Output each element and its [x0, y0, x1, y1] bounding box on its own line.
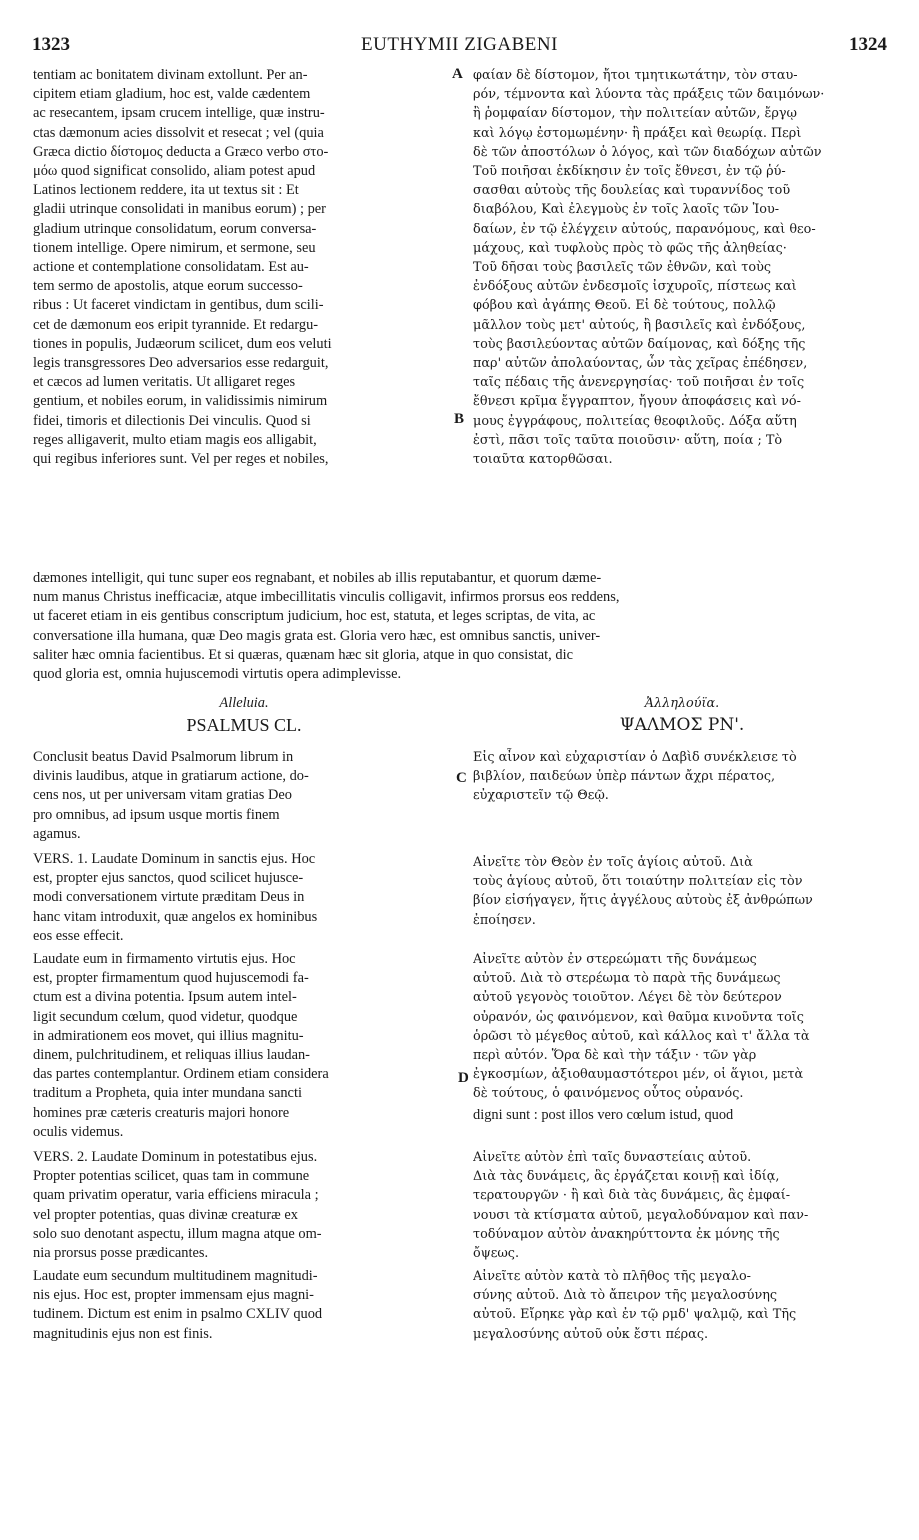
text-line: αὐτοῦ. Εἴρηκε γὰρ καὶ ἐν τῷ ρμδ' ψαλμῷ, καὶ Τῆς	[473, 1307, 797, 1323]
text-line: ἐποίησεν.	[473, 912, 536, 928]
text-line: cipitem etiam gladium, hoc est, valde cædentem	[33, 86, 311, 103]
text-line: fidei, timoris et dilectionis Dei vinculis. Quod si	[33, 412, 311, 429]
text-line: φόβου καὶ ἀγάπης Θεοῦ. Εἰ δὲ τούτους, πολλῷ	[473, 298, 776, 314]
text-line: VERS. 1. Laudate Dominum in sanctis ejus. Hoc	[33, 851, 316, 867]
margin-marker-d: D	[458, 1070, 469, 1086]
text-line: gladium utrinque consolidatum, eorum conversa-	[33, 220, 317, 237]
greek-verse-1a	[473, 853, 891, 930]
text-line: μους ἐγγράφους, πολιτείας θεοφιλοῦς. Δόξα αὕτη	[473, 413, 797, 429]
text-line: Laudate eum in firmamento virtutis ejus. Hoc	[33, 951, 296, 967]
text-line: modi conversationem virtute præditam Deus in	[33, 889, 305, 906]
latin-verse-1a	[33, 850, 455, 946]
text-line: τοιαῦτα κατορθῶσαι.	[473, 452, 613, 468]
text-line: in admirationem eos movet, qui illius magnitu-	[33, 1027, 304, 1044]
text-line: ac resecantem, ipsam crucem intellige, quæ instru-	[33, 105, 325, 122]
text-line: dæmones intelligit, qui tunc super eos regnabant, et nobiles ab illis reputabantur, et quorum dæme-	[33, 570, 602, 586]
text-line: Εἰς αἶνον καὶ εὐχαριστίαν ὁ Δαβὶδ συνέκλεισε τὸ	[473, 750, 797, 765]
text-line: tionem intellige. Opere nimirum, et sermone, seu	[33, 239, 316, 256]
text-line: Αἰνεῖτε αὐτὸν ἐπὶ ταῖς δυναστείαις αὐτοῦ.	[473, 1150, 752, 1165]
latin-verse-2a	[33, 1148, 455, 1263]
text-line: VERS. 2. Laudate Dominum in potestatibus ejus.	[33, 1149, 318, 1165]
text-line: Laudate eum secundum multitudinem magnitudi-	[33, 1268, 318, 1284]
text-line: Αἰνεῖτε αὐτὸν ἐν στερεώματι τῆς δυνάμεως	[473, 952, 757, 967]
text-line: φαίαν δὲ δίστομον, ἤτοι τμητικωτάτην, τὸν σταυ-	[473, 68, 798, 83]
text-line: ρόν, τέμνοντα καὶ λύοντα τὰς πράξεις τῶν δαιμόνων·	[473, 87, 825, 103]
alleluia-latin: Alleluia.	[219, 695, 269, 711]
text-line: Conclusit beatus David Psalmorum librum in	[33, 749, 294, 765]
text-line: Αἰνεῖτε αὐτὸν κατὰ τὸ πλῆθος τῆς μεγαλο-	[473, 1269, 751, 1284]
text-line: saliter hæc omnia facientibus. Et si quæras, quænam hæc sit gloria, atque in quo consistat, dic	[33, 646, 573, 663]
text-line: ἐνδόξους αὐτῶν ἐνδεσμοῖς ἰσχυροῖς, πίστεως καὶ	[473, 279, 797, 295]
text-line: Latinos lectionem reddere, ita ut textus sit : Et	[33, 182, 299, 199]
text-line: tudinem. Dictum est enim in psalmo CXLIV quod	[33, 1306, 323, 1323]
text-line: tiones in populis, Judæorum scilicet, dum eos veluti	[33, 335, 332, 352]
text-line: magnitudinis ejus non est finis.	[33, 1325, 213, 1342]
text-line: Τοῦ δῆσαι τοὺς βασιλεῖς τῶν ἐθνῶν, καὶ τοὺς	[473, 260, 772, 276]
text-line: ὄψεως.	[473, 1246, 520, 1262]
text-line: reges alligaverit, multo etiam magis eos alligabit,	[33, 431, 317, 448]
text-line: δαίων, ἐν τῷ ἐλέγχειν αὐτούς, παρανόμους, καὶ θεο-	[473, 221, 816, 237]
text-line: ribus : Ut faceret vindictam in gentibus, dum scili-	[33, 297, 324, 314]
text-line: legis transgressores Deo adversarios esse redarguit,	[33, 355, 329, 372]
text-line: εὐχαριστεῖν τῷ Θεῷ.	[473, 788, 609, 804]
text-line: μεγαλοσύνης αὐτοῦ οὐκ ἔστι πέρας.	[473, 1326, 709, 1342]
text-line: μᾶλλον τοὺς μετ' αὐτούς, ἢ βασιλεῖς καὶ ἐνδόξους,	[473, 317, 806, 333]
greek-intro	[473, 748, 891, 806]
greek-verse-2a	[473, 1148, 891, 1263]
text-line: nia prorsus posse prædicantes.	[33, 1245, 209, 1262]
latin-column-top	[33, 66, 455, 469]
text-line: δὲ τούτους, ὁ φαινόμενος οὗτος οὐρανός.	[473, 1086, 744, 1102]
text-line: conversatione illa humana, quæ Deo magis grata est. Gloria vero hæc, est omnibus sanctis, univer-	[33, 627, 601, 644]
margin-marker-b: B	[454, 411, 465, 427]
text-line: Græca dictio δίστομος deducta a Græco verbo στο-	[33, 143, 329, 160]
text-line: dinem, pulchritudinem, et reliquas illius laudan-	[33, 1047, 310, 1064]
text-line: καὶ λόγῳ ἐστομωμένην· ἢ πράξει καὶ θεωρίᾳ. Περὶ	[473, 125, 802, 141]
text-line: eos esse effecit.	[33, 927, 124, 944]
text-line: Τοῦ ποιῆσαι ἐκδίκησιν ἐν τοῖς ἔθνεσι, ἐν τῷ ῥύ-	[473, 164, 786, 180]
text-line: ctas dæmonum acies dissolvit et resecat ; vel (quia	[33, 124, 324, 141]
running-title: EUTHYMII ZIGABENI	[361, 34, 558, 55]
page-header	[32, 34, 887, 60]
greek-verse-1b	[473, 950, 891, 1104]
text-line: hanc vitam introduxit, quæ angelos ex hominibus	[33, 908, 318, 925]
text-line: σασθαι αὐτοὺς τῆς δουλείας καὶ τυραννίδος τοῦ	[473, 183, 791, 199]
text-line: gladii utrinque consolidati in manibus eorum) ; per	[33, 201, 326, 218]
margin-marker-c: C	[456, 770, 467, 786]
full-width-paragraph	[33, 569, 890, 684]
alleluia-greek: Ἀλληλούϊα.	[644, 696, 720, 711]
text-line: νουσι τὰ κτίσματα αὐτοῦ, μεγαλοδύναμον καὶ παν-	[473, 1207, 809, 1223]
text-line: cet de dæmonum eos eripit tyrannide. Et redargu-	[33, 316, 319, 333]
text-line: παρ' αὐτῶν ἀπολαύοντας, ὧν τὰς χεῖρας ἐπέδησεν,	[473, 356, 808, 372]
text-line: περὶ αὐτόν. Ὅρα δὲ καὶ τὴν τάξιν · τῶν γὰρ	[473, 1048, 757, 1064]
text-line: Αἰνεῖτε τὸν Θεὸν ἐν τοῖς ἁγίοις αὐτοῦ. Διὰ	[473, 855, 753, 870]
text-line: quod gloria est, omnia hujuscemodi virtutis opera adimplevisse.	[33, 666, 402, 683]
text-line: ἢ ῥομφαίαν δίστομον, τὴν πολιτείαν αὐτῶν, ἔργῳ	[473, 106, 797, 122]
latin-verse-1b	[33, 950, 455, 1142]
greek-column-top	[473, 66, 891, 469]
text-line: vel propter potentias, quas divinæ creaturæ ex	[33, 1206, 298, 1223]
text-line: δὲ τῶν ἀποστόλων ὁ λόγος, καὶ τῶν διαδόχων αὐτῶν	[473, 144, 822, 160]
text-line: αὐτοῦ γεγονὸς τοιοῦτον. Λέγει δὲ τὸν δεύτερον	[473, 990, 782, 1006]
text-line: ut faceret etiam in eis gentibus conscriptum judicium, hoc est, statuta, et leges scriptas, de vita, ac	[33, 608, 596, 625]
text-line: μόω quod significat consolido, aliam potest apud	[33, 163, 316, 180]
text-line: τοὺς βασιλεύοντας αὐτῶν δαίμονας, καὶ δόξης τῆς	[473, 336, 806, 352]
text-line: divinis laudibus, atque in gratiarum actione, do-	[33, 768, 309, 785]
text-line: ὁρῶσι τὸ μέγεθος αὐτοῦ, καὶ κάλλος καὶ τ' ἄλλα τὰ	[473, 1028, 810, 1044]
text-line: nis ejus. Hoc est, propter immensam ejus magni-	[33, 1287, 314, 1304]
text-line: gentium, et nobiles eorum, in validissimis nimirum	[33, 393, 328, 410]
text-line: ἐστὶ, πᾶσι τοῖς ταῦτα ποιοῦσιν· αὕτη, ποία ; Τὸ	[473, 432, 783, 448]
text-line: διαβόλου, Καὶ ἐλεγμοὺς ἐν τοῖς λαοῖς τῶν Ἰου-	[473, 202, 780, 218]
text-line: ἐγκοσμίων, ἀξιοθαυμαστότεροι μέν, οἱ ἅγιοι, μετὰ	[473, 1067, 804, 1083]
text-line: est, propter firmamentum quod hujuscemodi fa-	[33, 970, 309, 987]
text-line: ταῖς πέδαις τῆς ἀνενεργησίας· τοῦ ποιῆσαι ἐν τοῖς	[473, 375, 805, 391]
text-line: traditum a Propheta, quia inter mundana sancti	[33, 1085, 302, 1102]
text-line: quam privatim operatur, varia efficiens miracula ;	[33, 1187, 319, 1204]
left-page-number: 1323	[32, 34, 70, 55]
text-line: τερατουργῶν · ἢ καὶ διὰ τὰς δυνάμεις, ἃς ἐμφαί-	[473, 1188, 791, 1204]
text-line: actione et contemplatione consolidatam. Est au-	[33, 259, 309, 276]
text-line: homines præ cæteris creaturis majori honore	[33, 1104, 290, 1121]
psalm-title-greek: ΨΑΛΜΟΣ ΡΝ'.	[619, 715, 745, 735]
text-line: τοὺς ἁγίους αὐτοῦ, ὅτι τοιαύτην πολιτείαν εἰς τὸν	[473, 874, 803, 890]
margin-marker-a: A	[452, 66, 463, 82]
text-line: pro omnibus, ad ipsum usque mortis finem	[33, 806, 280, 823]
text-line: ligit secundum cœlum, quod videtur, quodque	[33, 1008, 298, 1025]
text-line: βιβλίον, παιδεύων ὑπὲρ πάντων ἄχρι πέρατος,	[473, 769, 776, 785]
text-line: μάχους, καὶ τυφλοὺς πρὸς τὸ φῶς τῆς ἀληθείας·	[473, 240, 787, 256]
text-line: Διὰ τὰς δυνάμεις, ἃς ἐργάζεται κοινῇ καὶ ἰδίᾳ,	[473, 1169, 780, 1185]
text-line: βίον εἰσήγαγεν, ἥτις ἀγγέλους αὐτοὺς ἐξ ἀνθρώπων	[473, 893, 813, 909]
latin-verse-2b	[33, 1267, 455, 1344]
text-line: agamus.	[33, 825, 81, 842]
text-line: οὐρανόν, ὡς φαινόμενον, καὶ θαῦμα κινοῦντα τοῖς	[473, 1009, 804, 1025]
text-line: tem sermo de apostolis, atque eorum successo-	[33, 278, 303, 295]
text-line: τοδύναμον αὐτὸν ἀνακηρύττοντα ἐκ μόνης τῆς	[473, 1226, 780, 1242]
latin-tail-right: digni sunt : post illos vero cœlum istud, quod	[473, 1107, 734, 1123]
text-line: cens nos, ut per universam vitam gratias Deo	[33, 787, 292, 804]
greek-verse-2b	[473, 1267, 891, 1344]
text-line: Propter potentias scilicet, quas tam in commune	[33, 1168, 310, 1185]
text-line: qui regibus inferiores sunt. Vel per reges et nobiles,	[33, 451, 329, 468]
right-page-number: 1324	[849, 34, 887, 55]
text-line: αὐτοῦ. Διὰ τὸ στερέωμα τὸ παρὰ τῆς δυνάμεως	[473, 971, 781, 987]
text-line: et cæcos ad lumen veritatis. Ut alligaret reges	[33, 374, 296, 391]
text-line: solo suo denotant aspectu, illum magna atque om-	[33, 1225, 322, 1242]
latin-intro	[33, 748, 455, 844]
text-line: est, propter ejus sanctos, quod scilicet hujusce-	[33, 870, 304, 887]
text-line: das partes contemplantur. Ordinem etiam considera	[33, 1066, 329, 1083]
text-line: oculis videmus.	[33, 1123, 124, 1140]
text-line: tentiam ac bonitatem divinam extollunt. Per an-	[33, 67, 308, 83]
psalm-title-latin: PSALMUS CL.	[186, 715, 302, 735]
text-line: num manus Christus inefficaciæ, atque imbecillitatis vinculis colligavit, infirmos prorsus eos reddens,	[33, 589, 620, 606]
text-line: ἔθνεσι κρῖμα ἔγγραπτον, ἤγουν ἀποφάσεις καὶ νό-	[473, 394, 801, 410]
text-line: σύνης αὐτοῦ. Διὰ τὸ ἄπειρον τῆς μεγαλοσύνης	[473, 1288, 778, 1304]
text-line: ctum est a divina potentia. Ipsum autem intel-	[33, 989, 297, 1006]
